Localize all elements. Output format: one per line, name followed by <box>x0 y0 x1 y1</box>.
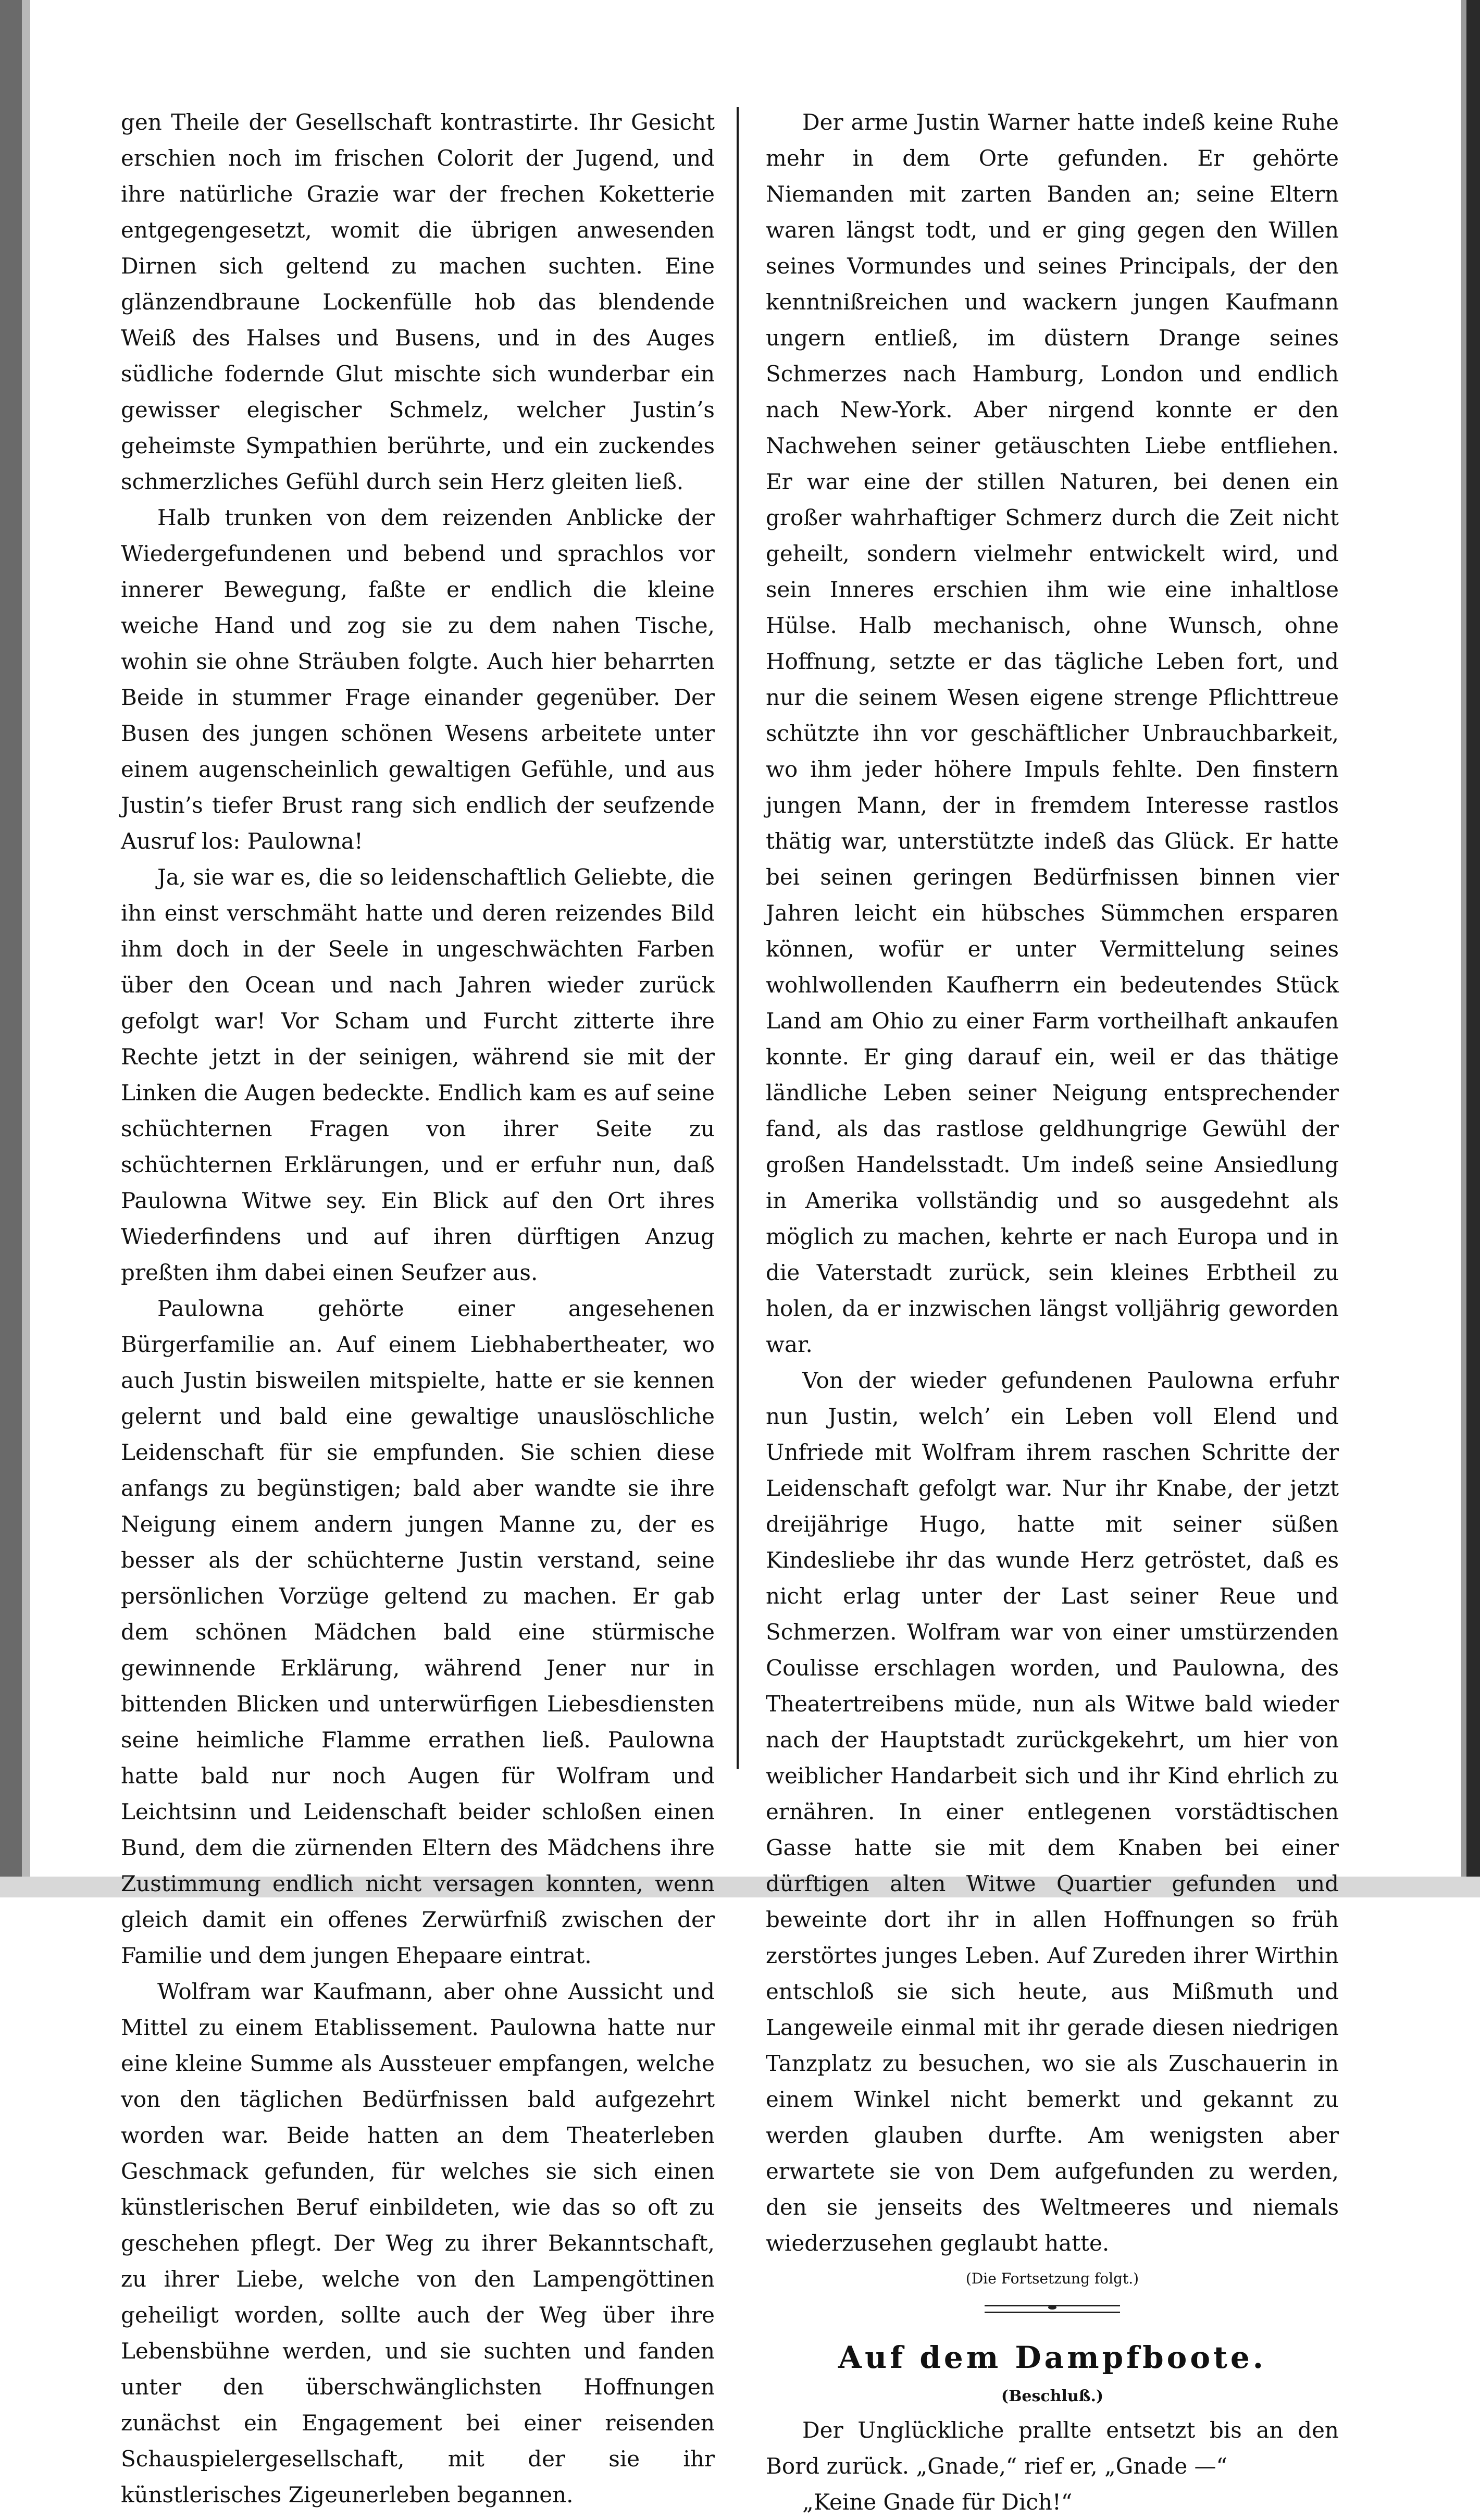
continuation-note: (Die Fortsetzung folgt.) <box>965 2270 1139 2287</box>
right-column <box>766 104 1339 2520</box>
page-binding-edge <box>0 0 22 1897</box>
paragraph: Ja, sie war es, die so leidenschaftlich Geliebte, die ihn einst verschmäht hatte und deren reizendes Bild ihm doch in der Seele in ungeschwächten Farben über den Ocean und nach Jahren wieder zurück gefolgt war! Vor Scham und Furcht zitterte ihre Rechte jetzt in der seinigen, während sie mit der Linken die Augen bedeckte. Endlich kam es auf seine schüchternen Fragen von ihrer Seite zu schüchternen Erklärungen, und er erfuhr nun, daß Paulowna Witwe sey. Ein Blick auf den Ort ihres Wiederfindens und auf ihren dürftigen Anzug preßten ihm dabei einen Seufzer aus. <box>121 864 715 1285</box>
paragraph: „Keine Gnade für Dich!“ <box>802 2489 1073 2515</box>
paragraph: Der arme Justin Warner hatte indeß keine Ruhe mehr in dem Orte gefunden. Er gehörte Niemanden mit zarten Banden an; seine Eltern waren längst todt, und er ging gegen den Willen seines Vormundes und seines Principals, der den kenntnißreichen und wackern jungen Kaufmann ungern entließ, im düstern Drange seines Schmerzes nach Hamburg, London und endlich nach New-York. Aber nirgend konnte er den Nachwehen seiner getäuschten Liebe entfliehen. Er war eine der stillen Naturen, bei denen ein großer wahrhaftiger Schmerz durch die Zeit nicht geheilt, sondern vielmehr entwickelt wird, und sein Inneres erschien ihm wie eine inhaltlose Hülse. Halb mechanisch, ohne Wunsch, ohne Hoffnung, setzte er das tägliche Leben fort, und nur die seinem Wesen eigene strenge Pflichttreue schützte ihn vor geschäftlicher Unbrauchbarkeit, wo ihm jeder höhere Impuls fehlte. Den finstern jungen Mann, der in fremdem Interesse rastlos thätig war, unterstützte indeß das Glück. Er hatte bei seinen geringen Bedürfnissen binnen vier Jahren leicht ein hübsches Sümmchen ersparen können, wofür er unter Vermittelung seines wohlwollenden Kaufherrn ein bedeutendes Stück Land am Ohio zu einer Farm vortheilhaft ankaufen konnte. Er ging darauf ein, weil er das thätige ländliche Leben seiner Neigung entsprechender fand, als das rastlose geldhungrige Gewühl der großen Handelsstadt. Um indeß seine Ansiedlung in Amerika vollständig und so ausgedehnt als möglich zu machen, kehrte er nach Europa und in die Vaterstadt zurück, sein kleines Erbtheil zu holen, da er inzwischen längst volljährig geworden war. <box>766 109 1339 1357</box>
paragraph: Wolfram war Kaufmann, aber ohne Aussicht und Mittel zu einem Etablissement. Paulowna hatte nur eine kleine Summe als Aussteuer empfangen, welche von den täglichen Bedürfnissen bald aufgezehrt worden war. Beide hatten an dem Theaterleben Geschmack gefunden, für welches sie sich einen künstlerischen Beruf einbildeten, wie das so oft zu geschehen pflegt. Der Weg zu ihrer Bekanntschaft, zu ihrer Liebe, welche von den Lampengöttinen geheiligt worden, sollte auch der Weg über ihre Lebensbühne werden, und sie suchten und fanden unter den überschwänglichsten Hoffnungen zunächst ein Engagement bei einer reisenden Schauspielergesellschaft, mit der sie ihr künstlerisches Zigeunerleben begannen. <box>121 1979 715 2507</box>
article-title: Auf dem Dampfboote. <box>838 2340 1266 2375</box>
page-binding-shadow <box>22 0 30 1897</box>
left-column <box>121 104 715 2513</box>
article-subtitle: (Beschluß.) <box>1001 2387 1104 2405</box>
paragraph: Von der wieder gefundenen Paulowna erfuhr nun Justin, welch’ ein Leben voll Elend und Unfriede mit Wolfram ihrem raschen Schritte der Leidenschaft gefolgt war. Nur ihr Knabe, der jetzt dreijährige Hugo, hatte mit seiner süßen Kindesliebe ihr das wunde Herz getröstet, daß es nicht erlag unter der Last seiner Reue und Schmerzen. Wolfram war von einer umstürzenden Coulisse erschlagen worden, und Paulowna, des Theatertreibens müde, nun als Witwe bald wieder nach der Hauptstadt zurückgekehrt, um hier von weiblicher Handarbeit sich und ihr Kind ehrlich zu ernähren. In einer entlegenen vorstädtischen Gasse hatte sie mit dem Knaben bei einer dürftigen alten Witwe Quartier gefunden und beweinte dort ihr in allen Hoffnungen so früh zerstörtes junges Leben. Auf Zureden ihrer Wirthin entschloß sie sich heute, aus Mißmuth und Langeweile einmal mit ihr gerade diesen niedrigen Tanzplatz zu besuchen, wo sie als Zuschauerin in einem Winkel nicht bemerkt und gekannt zu werden glauben durfte. Am wenigsten aber erwartete sie von Dem aufgefunden zu werden, den sie jenseits des Weltmeeres und niemals wiederzusehen geglaubt hatte. <box>766 1368 1339 2256</box>
paragraph: gen Theile der Gesellschaft kontrastirte. Ihr Gesicht erschien noch im frischen Colorit der Jugend, und ihre natürliche Grazie war der frechen Koketterie entgegengesetzt, womit die übrigen anwesenden Dirnen sich geltend zu machen suchten. Eine glänzendbraune Lockenfülle hob das blendende Weiß des Halses und Busens, und in des Auges südliche fodernde Glut mischte sich wunderbar ein gewisser elegischer Schmelz, welcher Justin’s geheimste Sympathien berührte, und ein zuckendes schmerzliches Gefühl durch sein Herz gleiten ließ. <box>121 109 715 494</box>
column-divider <box>737 107 739 1769</box>
page-right-shadow <box>1461 0 1466 1897</box>
paragraph: Halb trunken von dem reizenden Anblicke der Wiedergefundenen und bebend und sprachlos vor innerer Bewegung, faßte er endlich die kleine weiche Hand und zog sie zu dem nahen Tische, wohin sie ohne Sträuben folgte. Auch hier beharrten Beide in stummer Frage einander gegenüber. Der Busen des jungen schönen Wesens arbeitete unter einem augenscheinlich gewaltigen Gefühle, und aus Justin’s tiefer Brust rang sich endlich der seufzende Ausruf los: Paulowna! <box>121 505 715 854</box>
ornamental-divider <box>985 2305 1120 2313</box>
paragraph: Der Unglückliche prallte entsetzt bis an den Bord zurück. „Gnade,“ rief er, „Gnade —“ <box>766 2417 1339 2479</box>
paragraph: Paulowna gehörte einer angesehenen Bürgerfamilie an. Auf einem Liebhabertheater, wo auch Justin bisweilen mitspielte, hatte er sie kennen gelernt und bald eine gewaltige unauslöschliche Leidenschaft für sie empfunden. Sie schien diese anfangs zu begünstigen; bald aber wandte sie ihre Neigung einem andern jungen Manne zu, der es besser als der schüchterne Justin verstand, seine persönlichen Vorzüge geltend zu machen. Er gab dem schönen Mädchen bald eine stürmische gewinnende Erklärung, während Jener nur in bittenden Blicken und unterwürfigen Liebesdiensten seine heimliche Flamme errathen ließ. Paulowna hatte bald nur noch Augen für Wolfram und Leichtsinn und Leidenschaft beider schloßen einen Bund, dem die zürnenden Eltern des Mädchens ihre Zustimmung endlich nicht versagen konnten, wenn gleich damit ein offenes Zerwürfniß zwischen der Familie und dem jungen Ehepaare eintrat. <box>121 1296 715 1968</box>
page-right-edge <box>1466 0 1480 1897</box>
